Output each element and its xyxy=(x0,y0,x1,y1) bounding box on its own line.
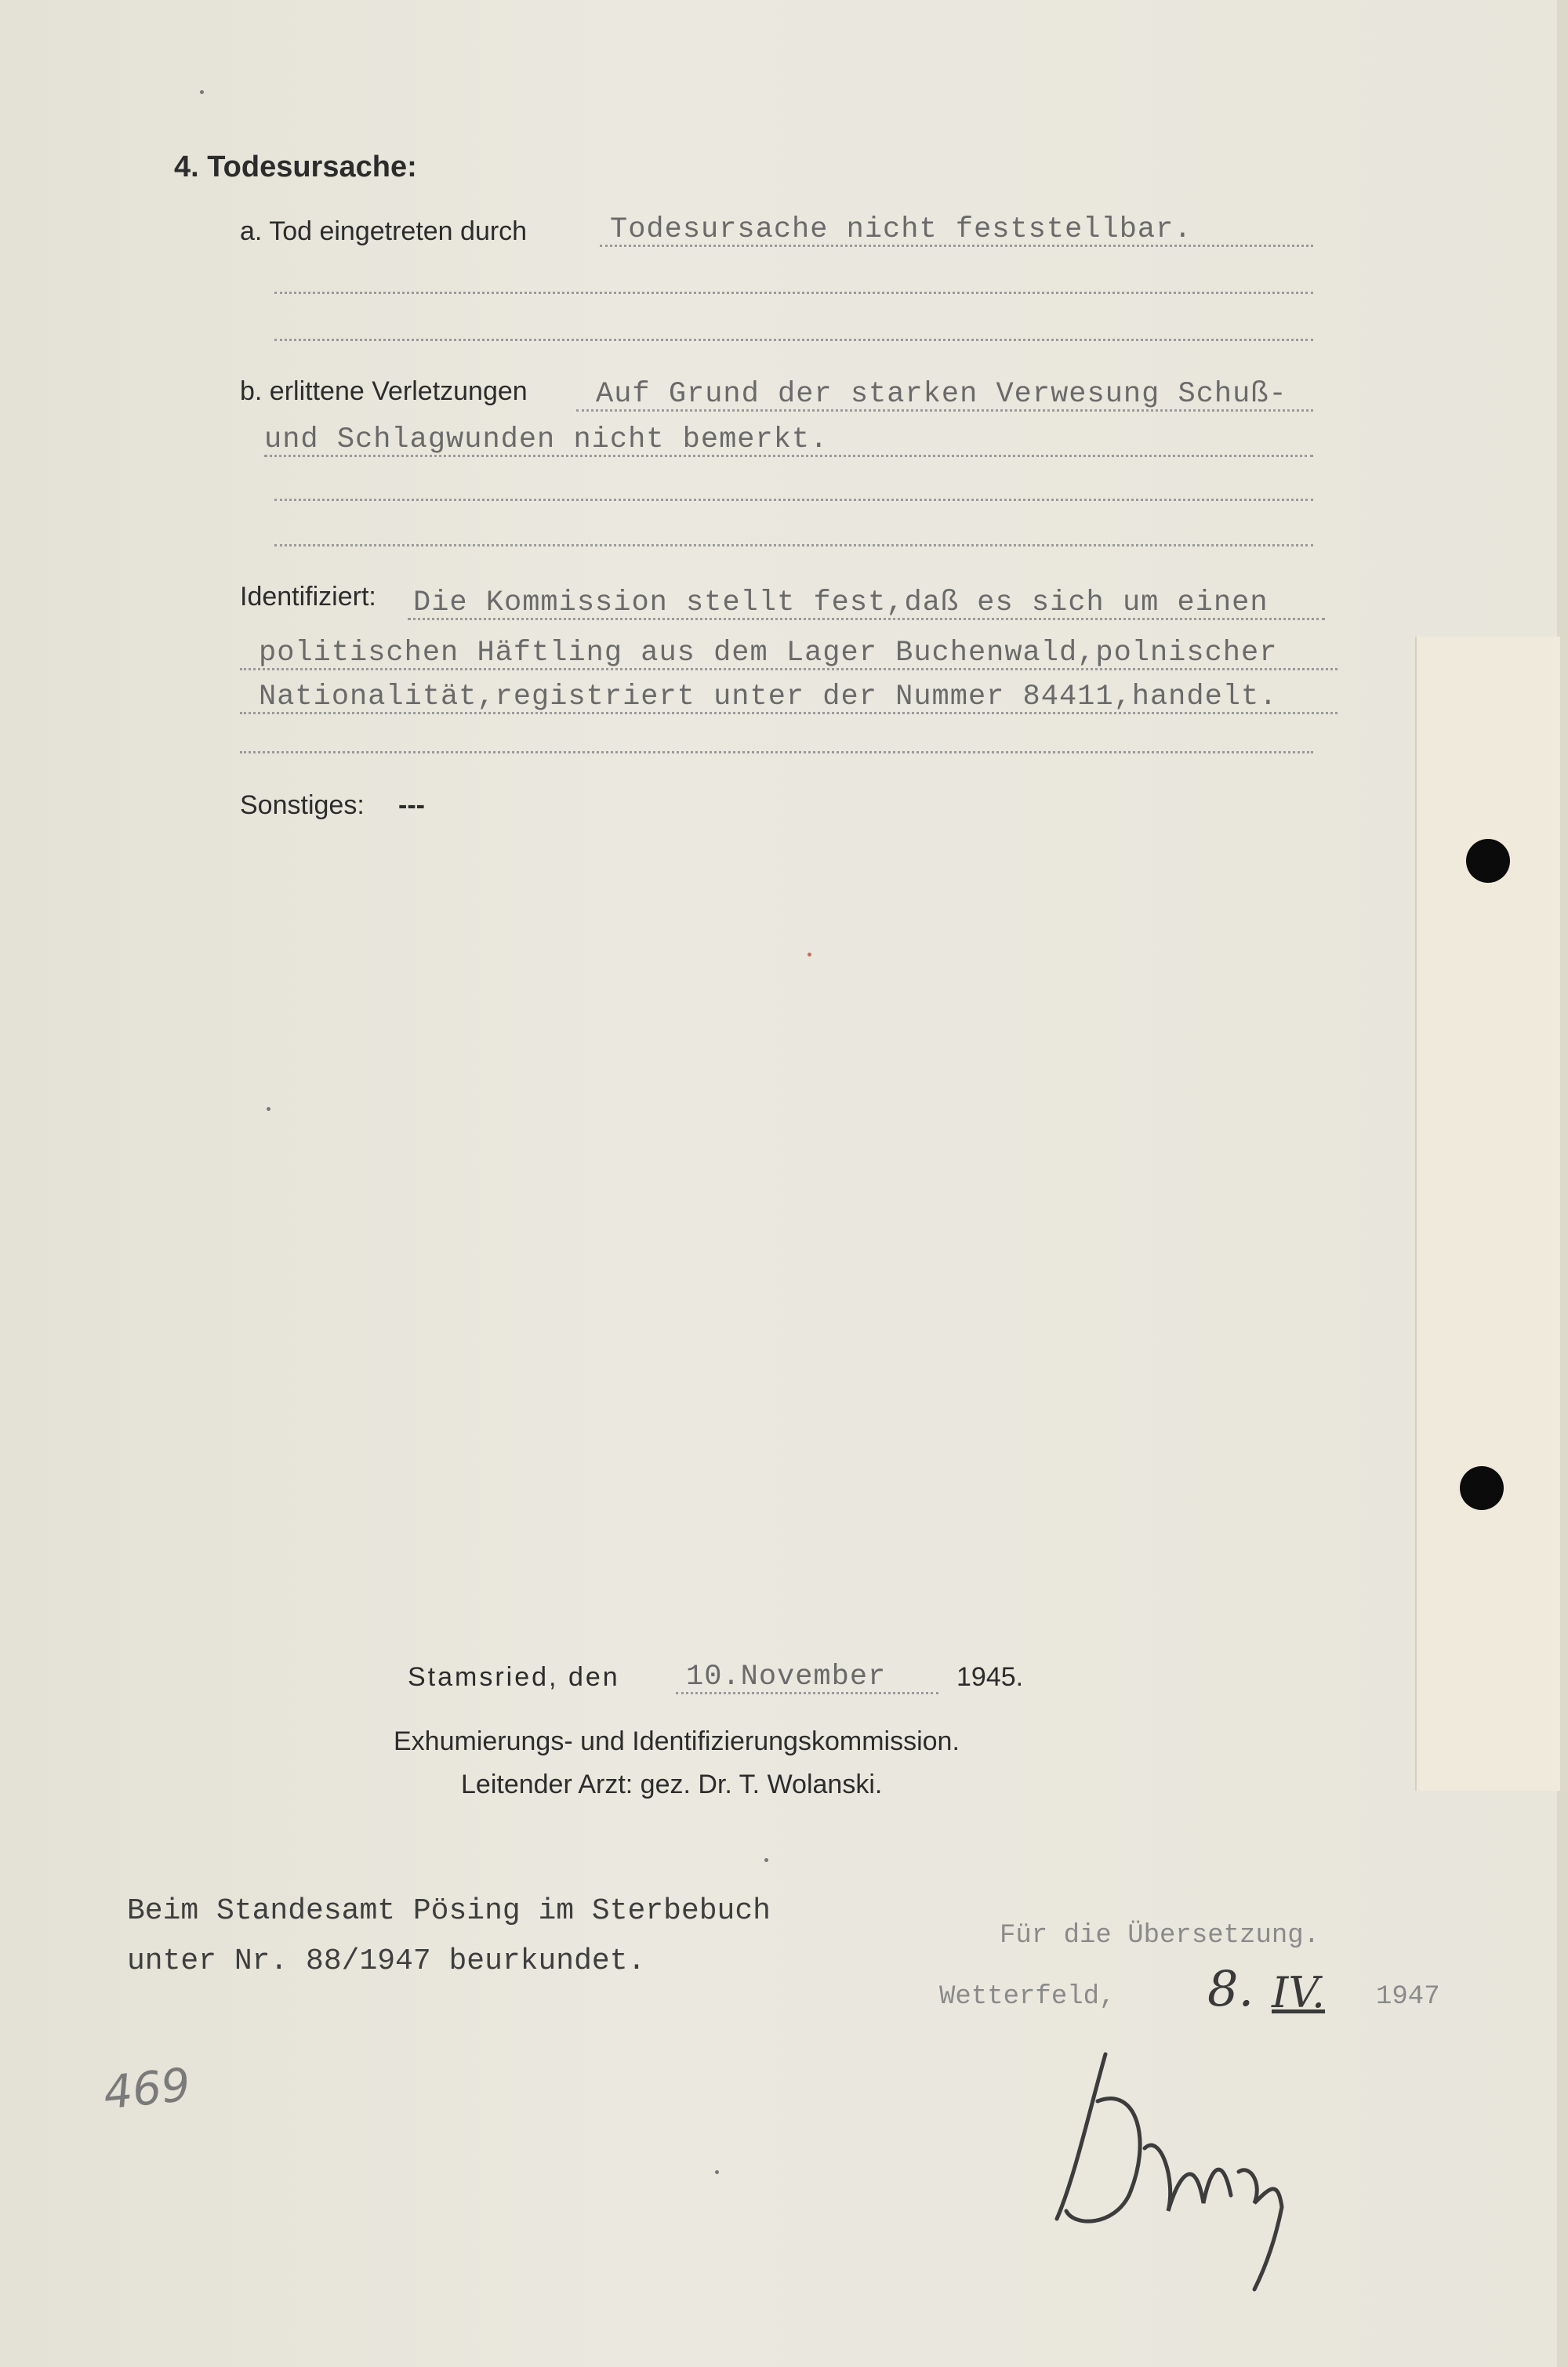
cause-value: Todesursache nicht feststellbar. xyxy=(610,213,1192,246)
dotted-line xyxy=(600,245,1313,247)
dotted-line xyxy=(408,618,1325,620)
signature xyxy=(1043,2038,1309,2297)
dotted-line xyxy=(240,668,1338,670)
punch-hole-bottom xyxy=(1460,1466,1504,1510)
identified-label: Identifiziert: xyxy=(240,582,376,612)
section-heading: 4. Todesursache: xyxy=(174,151,417,183)
punch-hole-top xyxy=(1466,839,1510,883)
commission-name: Exhumierungs- und Identifizierungskommission. xyxy=(394,1726,960,1756)
dotted-line xyxy=(240,751,1313,753)
dotted-line xyxy=(240,712,1338,714)
speck xyxy=(200,90,204,94)
misc-label: Sonstiges: xyxy=(240,790,365,820)
misc-value: --- xyxy=(398,790,425,820)
injuries-label: b. erlittene Verletzungen xyxy=(240,376,528,406)
speck xyxy=(715,2170,719,2174)
identified-line2: politischen Häftling aus dem Lager Buchenwald,polnischer xyxy=(259,637,1278,670)
handwritten-page-number: 469 xyxy=(100,2057,193,2120)
registry-stamp-line1: Beim Standesamt Pösing im Sterbebuch xyxy=(127,1894,771,1928)
injuries-value-line2: und Schlagwunden nicht bemerkt. xyxy=(264,423,829,456)
cause-label: a. Tod eingetreten durch xyxy=(240,216,528,246)
registry-stamp-line2: unter Nr. 88/1947 beurkundet. xyxy=(127,1944,646,1978)
date-value: 10.November xyxy=(686,1661,887,1694)
dotted-line xyxy=(264,455,1313,457)
dotted-line xyxy=(274,499,1313,501)
identified-line3: Nationalität,registriert unter der Nummer 84411,handelt. xyxy=(259,681,1278,713)
translation-line1: Für die Übersetzung. xyxy=(1000,1921,1320,1951)
speck xyxy=(764,1858,768,1862)
injuries-value-line1: Auf Grund der starken Verwesung Schuß- xyxy=(596,378,1287,411)
dotted-line xyxy=(576,409,1313,412)
year-value: 1945. xyxy=(956,1662,1024,1692)
translation-year: 1947 xyxy=(1376,1982,1440,2012)
speck xyxy=(808,953,811,957)
translation-month: IV. xyxy=(1272,1968,1326,2017)
dotted-line xyxy=(274,544,1313,546)
dotted-line xyxy=(274,339,1313,341)
translation-day: 8. xyxy=(1207,1960,1254,2017)
binding-strip xyxy=(1415,637,1560,1791)
dotted-line xyxy=(676,1692,938,1694)
place-date-label: Stamsried, den xyxy=(408,1662,620,1692)
translation-place: Wetterfeld, xyxy=(939,1982,1116,2012)
speck xyxy=(267,1107,270,1111)
identified-line1: Die Kommission stellt fest,daß es sich um einen xyxy=(413,586,1269,619)
dotted-line xyxy=(274,292,1313,294)
lead-doctor: Leitender Arzt: gez. Dr. T. Wolanski. xyxy=(461,1770,883,1799)
